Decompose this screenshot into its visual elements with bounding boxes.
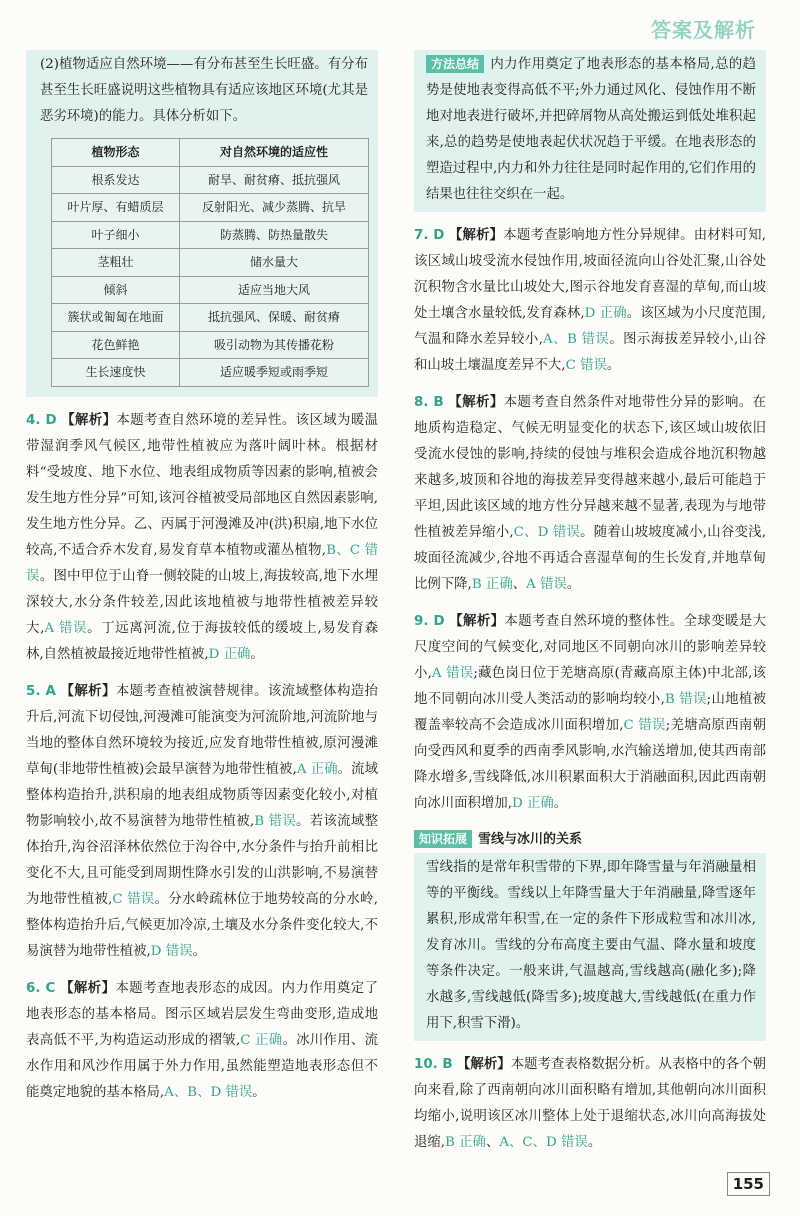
explanation-end: 。 (553, 796, 568, 811)
explanation-text: 。冰川作用、流水作用和风沙作用属于外力作用,虽然能塑造地表形态但不能奠定地貌的基本格局, (26, 1032, 378, 1100)
explanation-end: 。 (566, 577, 581, 592)
explanation-text: 。流域整体构造抬升,洪积扇的地表组成物质等因素变化较小,对植物影响较小,故不易演替为地带性植被, (26, 761, 378, 829)
table-cell: 防蒸腾、防热量散失 (180, 221, 369, 249)
answer-item-7 (414, 222, 766, 379)
explanation-text: 。图中甲位于山脊一侧较陡的山坡上,海拔较高,地下水埋深较大,水分条件较差,因此该地植被与地带性植被差异较大, (26, 568, 379, 636)
answer-item-9 (414, 608, 766, 817)
question-number: 4. D (26, 412, 57, 428)
left-column (26, 50, 378, 1106)
question-number: 9. D (414, 614, 445, 629)
answer-judgement: A 错误 (526, 577, 567, 592)
explanation-text: 、 (512, 577, 527, 592)
explanation-text: 。丁远离河流,位于海拔较低的缓坡上,易发育森林,自然植被最接近地带性植被, (26, 620, 378, 662)
explanation-text: 本题考查自然环境的整体性。全球变暖是大尺度空间的气候变化,对同地区不同朝向冰川的影响差异较小, (414, 614, 766, 681)
method-summary-box (414, 50, 766, 212)
question-number: 7. D (414, 228, 445, 243)
explanation-text: 本题考查表格数据分析。从表格中的各个朝向来看,除了西南朝向冰川面积略有增加,其他朝向冰川面积均缩小,说明该区冰川整体上处于退缩状态,冰川向高海拔处退缩, (414, 1057, 767, 1150)
knowledge-header (414, 827, 766, 853)
question-number: 8. B (414, 395, 444, 410)
answer-judgement: B 错误 (254, 813, 297, 829)
table-header: 对自然环境的适应性 (180, 139, 369, 167)
answer-judgement: D 正确 (512, 796, 554, 811)
section-header: 答案及解析 (651, 18, 756, 42)
table-row (52, 276, 369, 304)
answer-judgement: C、D 错误 (513, 525, 581, 540)
answer-judgement: C 错误 (565, 358, 607, 373)
answer-judgement: A、B、D 错误 (164, 1084, 253, 1100)
explanation-text: 。分水岭疏林位于地势较高的分水岭,整体构造抬升后,气候更加冷凉,土壤及水分条件变化较大,不易演替为地带性植被, (26, 891, 378, 959)
answer-judgement: C 错误 (112, 891, 155, 907)
table-row (52, 359, 369, 387)
explanation-end: 。 (587, 1135, 602, 1150)
explanation-text: 本题考查自然环境的差异性。该区域为暖温带湿润季风气候区,地带性植被应为落叶阔叶林。根据材料“受坡度、地下水位、地表组成物质等因素的影响,植被会发生地方性分异”可知,该河谷植被受局部地区自然因素影响,发生地方性分异。乙、丙属于河漫滩及冲(洪)积扇,地下水位较高,不适合乔木发育,易发育草本植物或灌丛植物, (26, 412, 378, 558)
right-column (414, 50, 766, 1156)
table-cell: 储水量大 (180, 249, 369, 277)
answer-judgement: B、C 错误 (26, 542, 378, 584)
table-cell: 反射阳光、减少蒸腾、抗旱 (180, 194, 369, 222)
table-header-row (52, 139, 369, 167)
knowledge-text: 雪线指的是常年积雪带的下界,即年降雪量与年消融量相等的平衡线。雪线以上年降雪量大于年消融量,降雪逐年累积,形成常年积雪,在一定的条件下形成粒雪和冰川冰,发育冰川。雪线的分布高度主要由气温、降水量和坡度等条件决定。一般来讲,气温越高,雪线越高(融化多);降水越多,雪线越低(降雪多);坡度越大,雪线越低(在重力作用下,积雪下滑)。 (426, 860, 756, 1031)
table-header: 植物形态 (52, 139, 180, 167)
table-cell: 吸引动物为其传播花粉 (180, 331, 369, 359)
table-row (52, 166, 369, 194)
analysis-tag: 【解析】 (449, 613, 505, 629)
knowledge-title: 雪线与冰川的关系 (478, 832, 583, 847)
table-cell: 茎粗壮 (52, 249, 180, 277)
explanation-text: 本题考查影响地方性分异规律。由材料可知,该区域山坡受流水侵蚀作用,坡面径流向山谷处汇聚,山谷处沉积物含水量比山坡处大,图示谷地发育喜湿的草甸,而山坡处土壤含水量较低,发育森林, (414, 228, 766, 321)
method-summary-badge: 方法总结 (426, 55, 484, 73)
explanation-end: 。 (250, 646, 264, 662)
answer-item-6 (26, 975, 378, 1106)
explanation-end: 。 (192, 943, 206, 959)
answer-judgement: B 错误 (664, 692, 707, 707)
table-cell: 适应暖季短或雨季短 (180, 359, 369, 387)
knowledge-badge: 知识拓展 (414, 830, 472, 848)
explanation-end: 。 (252, 1084, 266, 1100)
table-row (52, 249, 369, 277)
answer-judgement: A 错误 (44, 620, 88, 636)
plant-adaptation-box (26, 50, 378, 397)
table-cell: 叶片厚、有蜡质层 (52, 194, 180, 222)
explanation-text: ;羌塘高原西南朝向受西风和夏季的西南季风影响,水汽输送增加,使其西南部降水增多,雪线降低,冰川积累面积大于消融面积,因此西南朝向冰川面积增加, (414, 718, 766, 811)
analysis-tag: 【解析】 (61, 411, 117, 428)
answer-judgement: C 错误 (623, 718, 666, 733)
question-number: 5. A (26, 683, 56, 699)
table-row (52, 331, 369, 359)
answer-judgement: D 正确 (208, 646, 251, 662)
table-cell: 抵抗强风、保暖、耐贫瘠 (180, 304, 369, 332)
table-row (52, 194, 369, 222)
explanation-text: 。若该流域整体抬升,沟谷沼泽林依然位于沟谷中,水分条件与抬升前相比变化不大,且可能受到周期性降水引发的山洪影响,不易演替为地带性植被, (26, 813, 378, 907)
method-summary-paragraph (426, 52, 756, 208)
explanation-text: 、 (485, 1135, 500, 1150)
table-cell: 适应当地大风 (180, 276, 369, 304)
method-summary-text: 内力作用奠定了地表形态的基本格局,总的趋势是使地表变得高低不平;外力通过风化、侵蚀作用不断地对地表进行破坏,并把碎屑物从高处搬运到低处堆积起来,总的趋势是使地表起伏状况趋于平缓。在地表形态的塑造过程中,内力和外力往往是同时起作用的,它们作用的结果也往往交织在一起。 (426, 57, 756, 202)
page-number: 155 (727, 1172, 770, 1196)
table-cell: 倾斜 (52, 276, 180, 304)
question-number: 6. C (26, 980, 56, 996)
table-cell: 耐旱、耐贫瘠、抵抗强风 (180, 166, 369, 194)
explanation-text: 。随着山坡坡度减小,山谷变浅,坡面径流减少,谷地不再适合喜湿草甸的生长发育,并地草甸比例下降, (414, 525, 766, 592)
explanation-text: 本题考查植被演替规律。该流域整体构造抬升后,河流下切侵蚀,河漫滩可能演变为河流阶地,河流阶地与当地的整体自然环境较为接近,应发育地带性植被,原河漫滩草甸(非地带性植被)会最早演替为地带性植被, (26, 683, 378, 777)
answer-judgement: C 正确 (240, 1032, 283, 1048)
analysis-tag: 【解析】 (60, 979, 116, 996)
analysis-tag: 【解析】 (448, 227, 504, 243)
answer-item-10 (414, 1051, 766, 1156)
answer-judgement: B 正确 (445, 1135, 486, 1150)
explanation-text: 本题考查地表形态的成因。内力作用奠定了地表形态的基本格局。图示区域岩层发生弯曲变形,造成地表高低不平,为构造运动形成的褶皱, (26, 980, 379, 1048)
analysis-tag: 【解析】 (448, 394, 504, 410)
explanation-text: 。图示海拔差异较小,山谷和山坡土壤温度差异不大, (414, 332, 766, 373)
table-cell: 花色鲜艳 (52, 331, 180, 359)
explanation-text: ;藏色岗日位于羌塘高原(青藏高原主体)中北部,该地不同朝向冰川受人类活动的影响均较小, (414, 666, 767, 707)
analysis-tag: 【解析】 (60, 682, 116, 699)
answer-judgement: B 正确 (471, 577, 513, 592)
adaptation-table (51, 138, 369, 387)
table-row (52, 304, 369, 332)
table-cell: 叶子细小 (52, 221, 180, 249)
table-cell: 生长速度快 (52, 359, 180, 387)
answer-item-8 (414, 389, 766, 598)
explanation-text: 。该区域为小尺度范围,气温和降水差异较小, (414, 306, 766, 347)
answer-judgement: A 正确 (296, 761, 338, 777)
answer-judgement: A、B 错误 (543, 332, 610, 347)
table-cell: 根系发达 (52, 166, 180, 194)
table-row (52, 221, 369, 249)
knowledge-box (414, 853, 766, 1041)
analysis-tag: 【解析】 (456, 1056, 511, 1072)
question-number: 10. B (414, 1057, 453, 1072)
explanation-end: 。 (606, 358, 621, 373)
answer-judgement: A 错误 (431, 666, 474, 681)
answer-judgement: A、C、D 错误 (499, 1135, 588, 1150)
answer-judgement: D 正确 (584, 306, 627, 321)
table-cell: 簇状或匍匐在地面 (52, 304, 180, 332)
answer-judgement: D 错误 (150, 943, 193, 959)
answer-item-4 (26, 407, 378, 668)
explanation-text: ;山地植被覆盖率较高不会造成冰川面积增加, (414, 692, 766, 733)
explanation-text: 本题考查自然条件对地带性分异的影响。在地质构造稳定、气候无明显变化的状态下,该区域山坡依旧受流水侵蚀的影响,持续的侵蚀与堆积会造成谷地沉积物越来越多,坡顶和谷地的海拔差异变得越来越小,最后可能趋于平坦,因此该区域的地方性分异越来越不显著,表现为与地带性植被差异缩小, (414, 395, 767, 540)
intro-paragraph: (2)植物适应自然环境——有分布甚至生长旺盛。有分布甚至生长旺盛说明这些植物具有适应该地区环境(尤其是恶劣环境)的能力。具体分析如下。 (40, 57, 368, 124)
answer-item-5 (26, 678, 378, 965)
